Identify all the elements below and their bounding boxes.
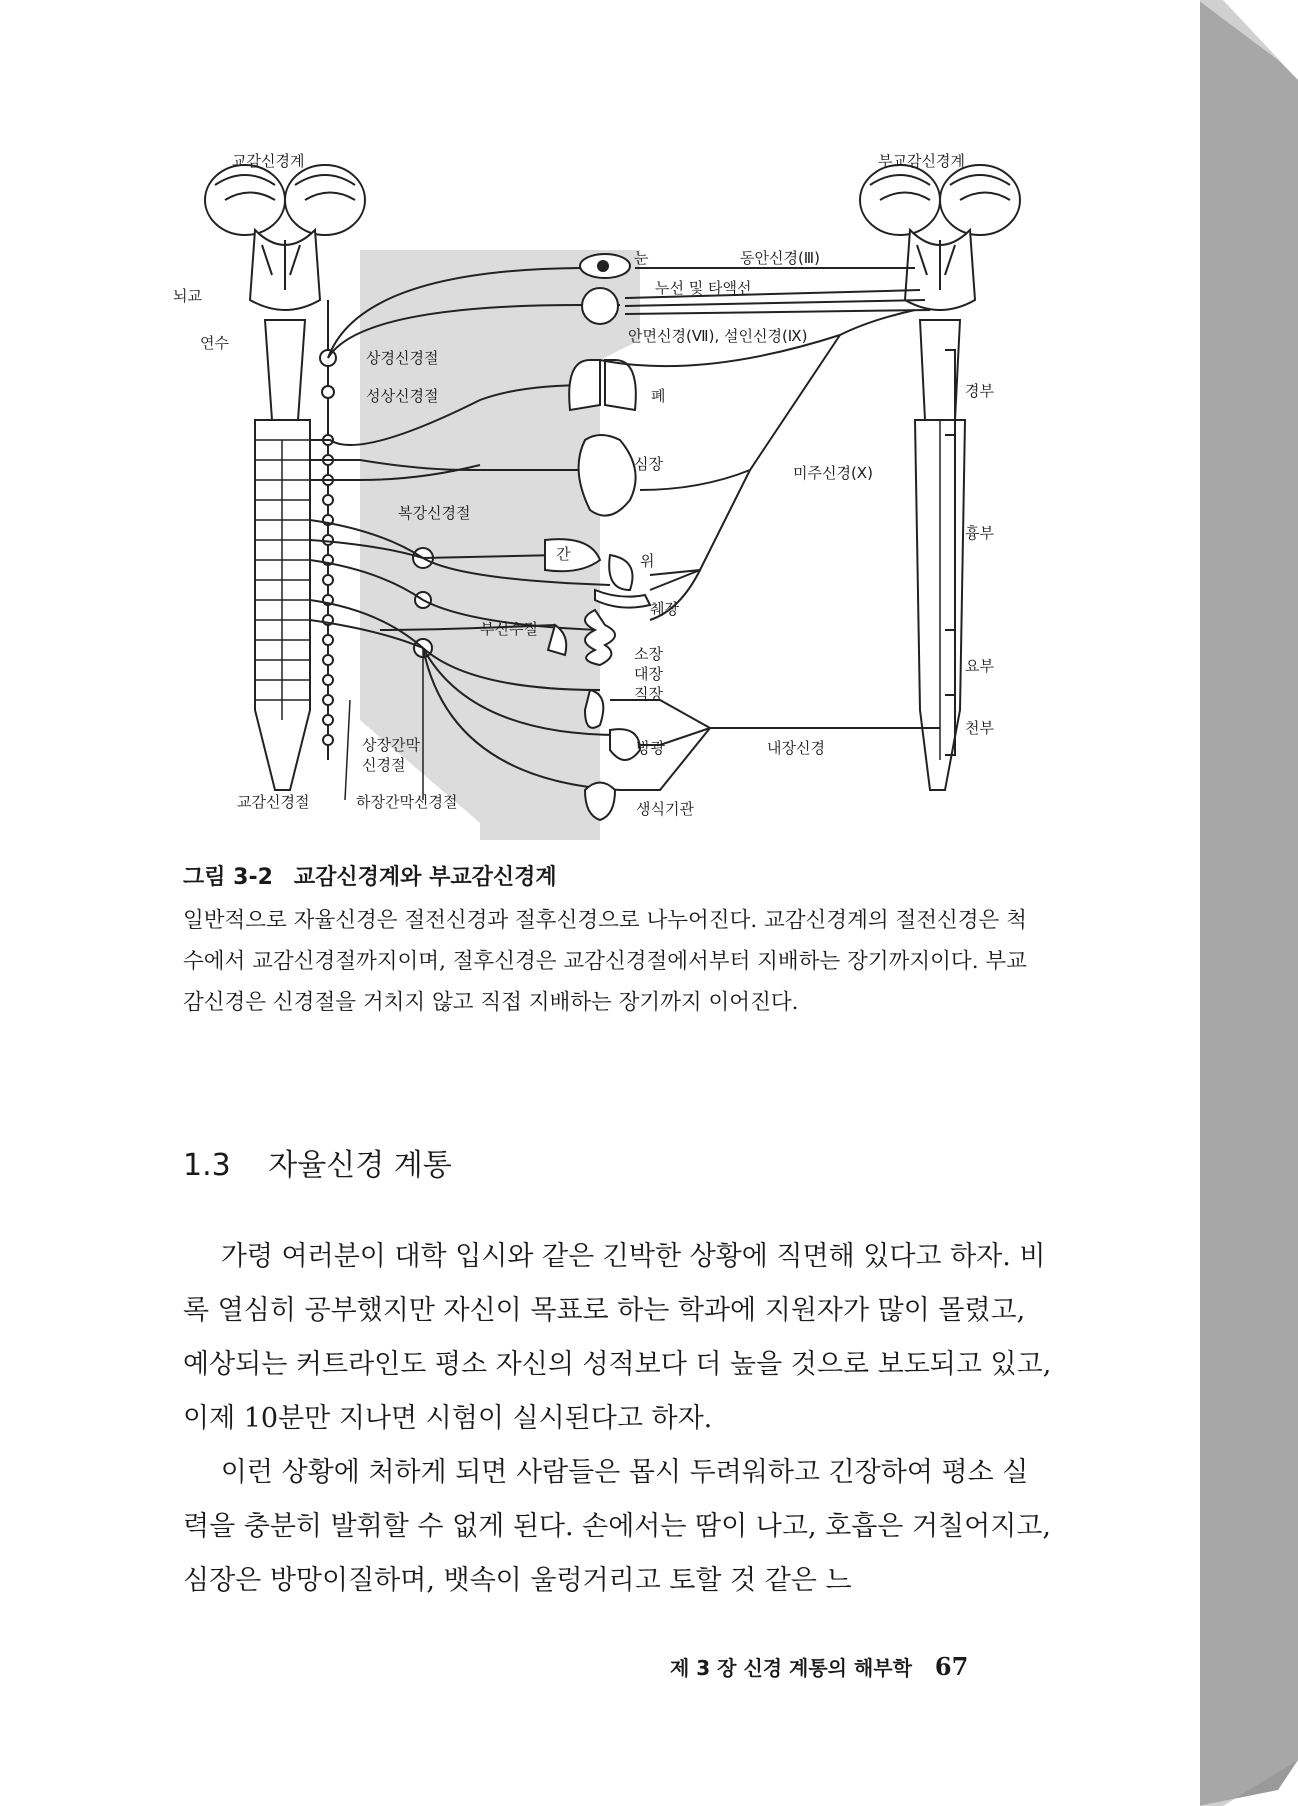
parasympathetic-nerves [600, 268, 940, 790]
superior-cervical-ganglion-label: 상경신경절 [366, 349, 439, 367]
page-number: 67 [934, 1652, 969, 1681]
lumbar-label: 요부 [965, 657, 994, 675]
lung-icon [569, 360, 636, 410]
figure-caption-title [183, 860, 557, 891]
lacrimal-salivary-label: 누선 및 타액선 [655, 279, 752, 297]
caption-paragraph: 일반적으로 자율신경은 절전신경과 절후신경으로 나누어진다. 교감신경계의 절전신경은 척수에서 교감신경절까지이며, 절후신경은 교감신경절에서부터 지배하는 장기까지이다. 부교감신경은 신경절을 거치지 않고 직접 지배하는 장기까지 이어진다. [183, 908, 1027, 1015]
rectum-label: 직장 [634, 685, 663, 703]
pancreas-label: 췌장 [650, 600, 679, 618]
heart-label: 심장 [634, 455, 663, 473]
small-intestine-label: 소장 [634, 645, 663, 663]
figure-number: 그림 3-2 [183, 865, 273, 890]
stomach-icon [609, 555, 632, 590]
rectum-icon [585, 690, 603, 728]
right-spinal-cord [915, 420, 965, 790]
oculomotor-nerve-label: 동안신경(Ⅲ) [740, 249, 821, 267]
eye-label: 눈 [634, 249, 649, 267]
figure-title: 교감신경계와 부교감신경계 [293, 865, 557, 890]
celiac-ganglion-label: 복강신경절 [398, 504, 471, 522]
cervical-label: 경부 [965, 382, 994, 400]
body-paragraph: 이런 상황에 처하게 되면 사람들은 몹시 두려워하고 긴장하여 평소 실력을 충분히 발휘할 수 없게 된다. 손에서는 땀이 나고, 호흡은 거칠어지고, 심장은 방망이질하며, 뱃속이 울렁거리고 토할 것 같은 느 [183, 1457, 1051, 1596]
parasympathetic-system-title: 부교감신경계 [878, 152, 965, 170]
right-brain-icon [860, 165, 1020, 420]
section-heading [183, 1140, 452, 1184]
heart-icon [579, 435, 636, 516]
section-number: 1.3 [183, 1148, 231, 1183]
chapter-title: 제 3 장 신경 계통의 해부학 [670, 1656, 912, 1680]
thoracic-label: 흉부 [965, 524, 994, 542]
sympathetic-ganglion-label: 교감신경절 [237, 793, 310, 811]
autonomic-nervous-system-diagram [0, 0, 1200, 850]
book-page-edge [1198, 0, 1298, 1806]
figure-caption-text [183, 900, 1028, 1023]
body-paragraph: 가령 여러분이 대학 입시와 같은 긴박한 상황에 직면해 있다고 하자. 비록 열심히 공부했지만 자신이 목표로 하는 학과에 지원자가 많이 몰렸고, 예상되는 커트라인도 평소 자신의 성적보다 더 높을 것으로 보도되고 있고, 이제 10분만 지나면 시험이 실시된다고 하자. [183, 1241, 1052, 1434]
liver-label: 간 [556, 545, 571, 563]
medulla-label: 연수 [200, 334, 229, 352]
adrenal-medulla-label: 부신수질 [480, 620, 538, 638]
page-footer [670, 1652, 968, 1681]
bladder-label: 방광 [636, 739, 665, 757]
vagus-nerve-label: 미주신경(Ⅹ) [793, 464, 873, 482]
lung-label: 폐 [651, 387, 666, 405]
large-intestine-label: 대장 [634, 665, 663, 683]
left-spinal-cord [255, 420, 310, 790]
facial-glossopharyngeal-label: 안면신경(Ⅶ), 설인신경(Ⅸ) [628, 327, 808, 345]
intestine-icon [585, 610, 615, 665]
stomach-label: 위 [640, 552, 655, 570]
inferior-mesenteric-ganglion-label: 하장간막신경절 [356, 793, 458, 811]
gland-icon [582, 288, 618, 324]
pelvic-nerve-label: 내장신경 [767, 739, 825, 757]
sympathetic-system-title: 교감신경계 [232, 152, 305, 170]
sacral-label: 천부 [965, 719, 994, 737]
section-title: 자율신경 계통 [268, 1148, 452, 1183]
superior-mesenteric-ganglion-label: 상장간막 신경절 [362, 736, 420, 774]
body-text [183, 1230, 1053, 1608]
stellate-ganglion-label: 성상신경절 [366, 387, 439, 405]
genitals-label: 생식기관 [636, 800, 694, 818]
left-brain-icon [205, 165, 365, 420]
pancreas-icon [595, 590, 650, 608]
pons-label: 뇌교 [173, 287, 202, 305]
